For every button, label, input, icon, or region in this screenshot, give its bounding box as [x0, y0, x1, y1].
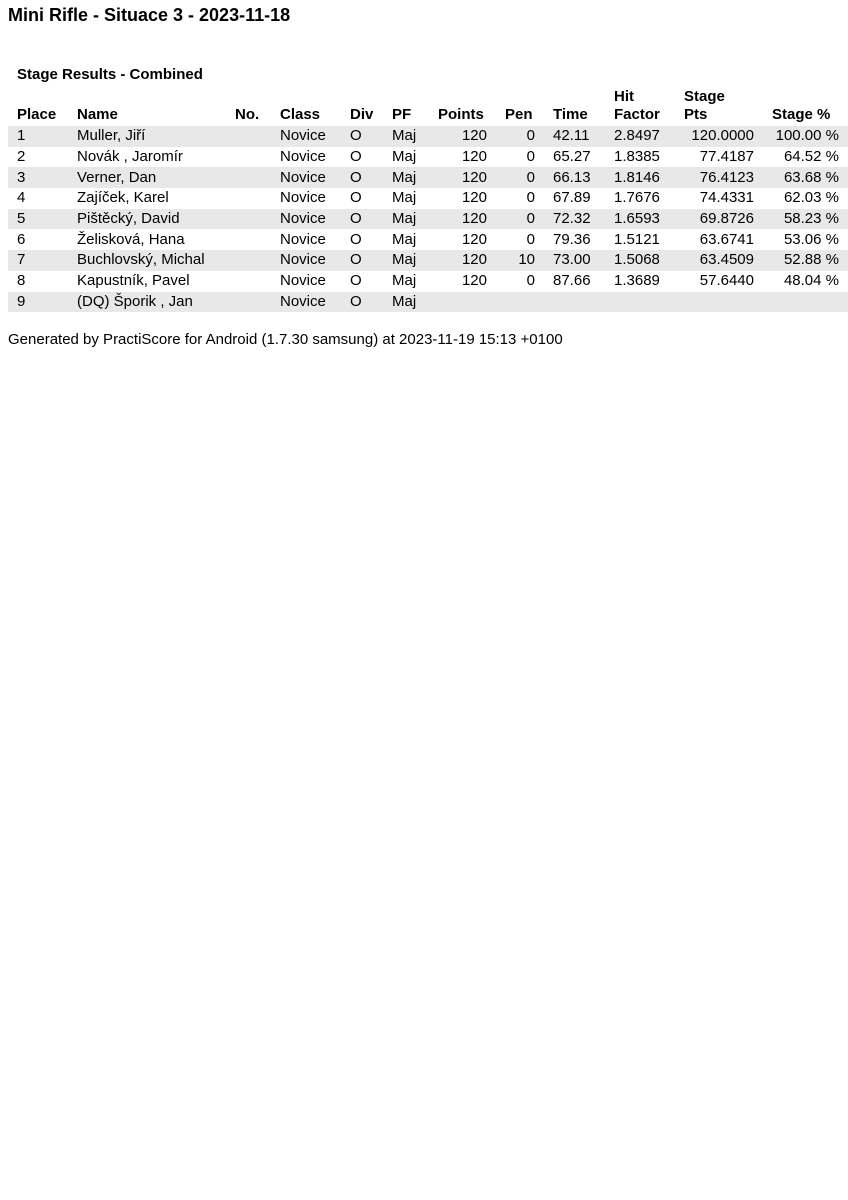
cell-class: Novice [271, 292, 341, 313]
cell-points: 120 [461, 272, 487, 290]
cell-stage-pts: 77.4187 [699, 148, 754, 166]
cell-hit-factor: 2.8497 [605, 126, 675, 147]
cell-pf: Maj [383, 250, 429, 271]
cell-no [226, 126, 271, 147]
cell-pf: Maj [383, 167, 429, 188]
cell-stage-pts: 57.6440 [699, 272, 754, 290]
cell-hit-factor: 1.7676 [614, 189, 660, 207]
cell-class: Novice [271, 209, 341, 230]
cell-stage-pct [763, 292, 848, 313]
cell-hit-factor: 1.6593 [605, 209, 675, 230]
cell-name: (DQ) Šporik , Jan [68, 292, 226, 313]
cell-class: Novice [271, 167, 341, 188]
cell-class: Novice [280, 148, 326, 166]
cell-points: 120 [429, 250, 496, 271]
cell-time: 66.13 [544, 167, 605, 188]
table-row [8, 167, 848, 188]
cell-div: O [350, 189, 362, 207]
cell-pen: 0 [526, 230, 535, 248]
header-stage-pts-line2: Pts [684, 106, 708, 123]
table-row [8, 250, 848, 271]
cell-place: 6 [17, 230, 26, 248]
cell-points: 120 [429, 167, 496, 188]
table-row [8, 126, 848, 147]
header-hit-factor-line1: Hit [614, 88, 634, 105]
header-points: Points [438, 106, 484, 123]
cell-no [226, 188, 271, 209]
cell-time: 72.32 [544, 209, 605, 230]
cell-class: Novice [280, 230, 326, 248]
cell-hit-factor [605, 292, 675, 313]
cell-class: Novice [280, 272, 326, 290]
table-row [8, 188, 848, 209]
cell-no [226, 209, 271, 230]
cell-place: 5 [8, 209, 68, 230]
cell-stage-pct: 63.68 % [763, 167, 848, 188]
table-row [8, 292, 848, 313]
cell-class: Novice [271, 250, 341, 271]
cell-place: 7 [8, 250, 68, 271]
table-row [8, 209, 848, 230]
cell-name: Pištěcký, David [68, 209, 226, 230]
cell-points: 120 [461, 230, 487, 248]
cell-stage-pct: 100.00 % [763, 126, 848, 147]
cell-time: 87.66 [553, 272, 591, 290]
cell-class: Novice [271, 126, 341, 147]
cell-pen: 10 [496, 250, 544, 271]
cell-stage-pts: 63.4509 [675, 250, 763, 271]
header-pen: Pen [505, 106, 533, 123]
cell-div: O [341, 250, 383, 271]
page-title: Mini Rifle - Situace 3 - 2023-11-18 [8, 5, 291, 25]
cell-stage-pct: 52.88 % [763, 250, 848, 271]
cell-no [226, 229, 271, 250]
header-stage-pts [675, 86, 763, 126]
cell-pen: 0 [526, 272, 535, 290]
cell-div: O [341, 209, 383, 230]
header-pf: PF [392, 106, 412, 123]
cell-pen: 0 [526, 189, 535, 207]
cell-name: Novák , Jaromír [77, 148, 183, 166]
header-stage-pct: Stage % [772, 106, 831, 123]
cell-stage-pts: 74.4331 [699, 189, 754, 207]
header-class: Class [280, 106, 321, 123]
cell-time: 42.11 [544, 126, 605, 147]
cell-pf: Maj [392, 230, 417, 248]
cell-place: 3 [8, 167, 68, 188]
cell-name: Kapustník, Pavel [77, 272, 190, 290]
cell-time: 79.36 [553, 230, 591, 248]
cell-place: 9 [8, 292, 68, 313]
cell-place: 4 [17, 189, 26, 207]
results-table [8, 86, 848, 312]
cell-time: 73.00 [544, 250, 605, 271]
cell-stage-pct: 64.52 % [783, 148, 839, 166]
table-row [8, 271, 848, 292]
header-hit-factor-line2: Factor [614, 106, 660, 123]
header-time: Time [553, 106, 588, 123]
cell-stage-pct: 58.23 % [763, 209, 848, 230]
cell-stage-pct: 62.03 % [783, 189, 839, 207]
results-body [8, 126, 848, 312]
cell-stage-pts: 76.4123 [675, 167, 763, 188]
cell-time: 65.27 [553, 148, 591, 166]
cell-hit-factor: 1.8385 [614, 148, 660, 166]
cell-points [429, 292, 496, 313]
header-div: Div [350, 106, 374, 123]
cell-points: 120 [429, 126, 496, 147]
cell-div: O [341, 292, 383, 313]
cell-class: Novice [280, 189, 326, 207]
header-hit-factor [605, 86, 675, 126]
cell-no [226, 250, 271, 271]
table-row [8, 147, 848, 168]
cell-hit-factor: 1.3689 [614, 272, 660, 290]
cell-time [544, 292, 605, 313]
cell-pen: 0 [496, 126, 544, 147]
footer-note: Generated by PractiScore for Android (1.7.30 samsung) at 2023-11-19 15:13 +0100 [8, 331, 563, 348]
cell-stage-pts: 63.6741 [699, 230, 754, 248]
cell-name: Verner, Dan [68, 167, 226, 188]
cell-no [226, 147, 271, 168]
cell-stage-pct: 53.06 % [783, 230, 839, 248]
cell-pf: Maj [392, 272, 417, 290]
cell-place: 8 [17, 272, 26, 290]
table-row [8, 229, 848, 250]
cell-pen: 0 [496, 167, 544, 188]
cell-no [226, 167, 271, 188]
cell-name: Muller, Jiří [68, 126, 226, 147]
cell-div: O [350, 230, 362, 248]
cell-hit-factor: 1.5121 [614, 230, 660, 248]
header-stage-pts-line1: Stage [684, 88, 725, 105]
cell-name: Želisková, Hana [77, 230, 185, 248]
cell-div: O [341, 167, 383, 188]
cell-no [226, 271, 271, 292]
cell-place: 1 [8, 126, 68, 147]
cell-div: O [341, 126, 383, 147]
cell-place: 2 [17, 148, 26, 166]
cell-points: 120 [429, 209, 496, 230]
cell-name: Buchlovský, Michal [68, 250, 226, 271]
cell-points: 120 [461, 148, 487, 166]
cell-stage-pts: 120.0000 [675, 126, 763, 147]
cell-time: 67.89 [553, 189, 591, 207]
cell-stage-pct: 48.04 % [783, 272, 839, 290]
cell-pen: 0 [496, 209, 544, 230]
header-row [8, 86, 848, 126]
cell-pf: Maj [383, 292, 429, 313]
cell-pen [496, 292, 544, 313]
cell-name: Zajíček, Karel [77, 189, 169, 207]
header-place: Place [17, 106, 57, 123]
cell-stage-pts: 69.8726 [675, 209, 763, 230]
cell-pf: Maj [383, 209, 429, 230]
cell-pf: Maj [383, 126, 429, 147]
header-no: No. [235, 106, 260, 123]
cell-div: O [350, 148, 362, 166]
cell-stage-pts [675, 292, 763, 313]
cell-hit-factor: 1.5068 [605, 250, 675, 271]
header-name: Name [77, 106, 118, 123]
cell-points: 120 [461, 189, 487, 207]
cell-div: O [350, 272, 362, 290]
cell-no [226, 292, 271, 313]
cell-pf: Maj [392, 189, 417, 207]
section-title: Stage Results - Combined [17, 66, 203, 83]
cell-pf: Maj [392, 148, 417, 166]
cell-pen: 0 [526, 148, 535, 166]
cell-hit-factor: 1.8146 [605, 167, 675, 188]
